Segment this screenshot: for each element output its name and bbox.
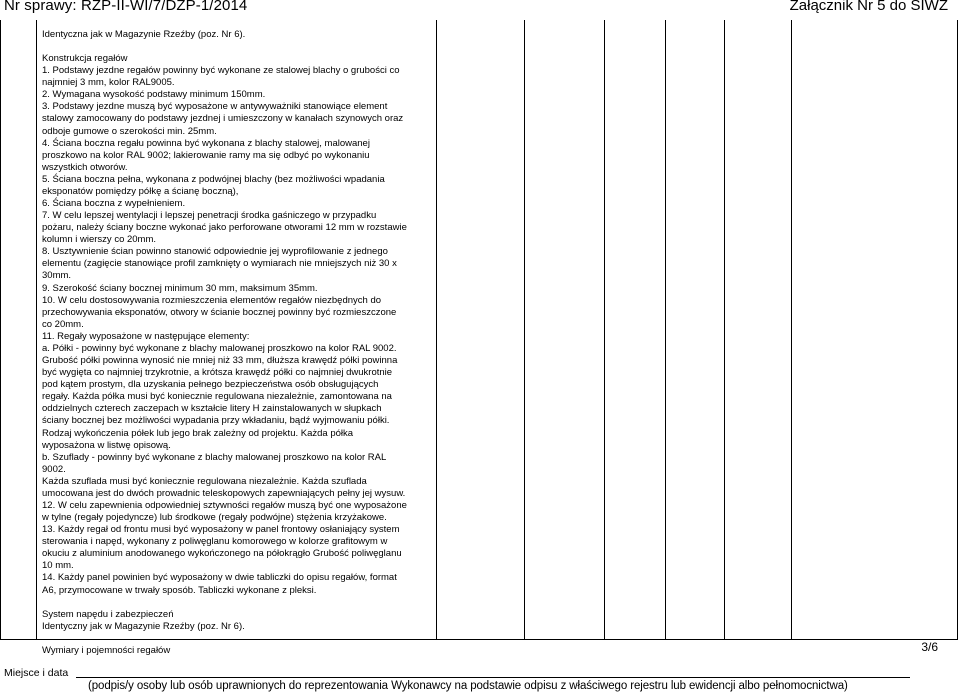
place-date-label: Miejsce i data bbox=[4, 667, 69, 679]
page-number: 3/6 bbox=[921, 640, 938, 654]
attachment-label: Załącznik Nr 5 do SIWZ bbox=[789, 0, 948, 14]
spec-line: okuciu z aluminium anodowanego wykończonego na półokrągło Grubość poliwęglanu bbox=[42, 548, 402, 560]
spec-block-rack-construction bbox=[42, 53, 432, 597]
spec-line: umocowana jest do dwóch prowadnic teleskopowych zapewniających pełny jej wysuw. bbox=[42, 487, 406, 499]
spec-line: co 20mm. bbox=[42, 318, 84, 330]
table-column-divider bbox=[665, 20, 666, 640]
spec-line: Wymiary i pojemności regałów bbox=[42, 644, 171, 656]
spec-line: 2. Wymagana wysokość podstawy minimum 150mm. bbox=[42, 89, 266, 101]
spec-line: 4. Ściana boczna regału powinna być wykonana z blachy stalowej, malowanej bbox=[42, 137, 370, 149]
page-header bbox=[0, 0, 960, 18]
signature-note: (podpis/y osoby lub osób uprawnionych do reprezentowania Wykonawcy na podstawie odpisu z właściwego rejestru lub ewidencji albo pełnomocnictwa) bbox=[88, 680, 848, 692]
spec-line: proszkowo na kolor RAL 9002; lakierowanie ramy ma się odbyć po wykonaniu bbox=[42, 149, 370, 161]
spec-line: regały. Każda półka musi być koniecznie regulowana niezależnie, zamontowana na bbox=[42, 391, 392, 403]
table-column-divider bbox=[791, 20, 792, 640]
spec-line: pożaru, należy ściany boczne wykonać jako perforowane otworami 12 mm w rozstawie bbox=[42, 222, 407, 234]
spec-line: 13. Każdy regał od frontu musi być wyposażony w panel frontowy osłaniający system bbox=[42, 524, 400, 536]
table-border-right bbox=[957, 20, 958, 640]
spec-line: 11. Regały wyposażone w następujące elementy: bbox=[42, 330, 250, 342]
spec-line: stalowy zamocowany do podstawy jezdnej i umieszczony w kanałach szynowych oraz bbox=[42, 113, 404, 125]
spec-line: być wygięta co najmniej trzykrotnie, a krótsza krawędź półki co najmniej dwukrotnie bbox=[42, 367, 393, 379]
spec-line: Identyczna jak w Magazynie Rzeźby (poz. Nr 6). bbox=[42, 29, 246, 40]
spec-block-storage-reference bbox=[42, 29, 432, 41]
table-column-divider bbox=[524, 20, 525, 640]
spec-block-drive-system bbox=[42, 609, 432, 633]
spec-line: oddzielnych czterech zaczepach w kształcie litery H zainstalowanych w słupkach bbox=[42, 403, 382, 415]
spec-line: Każda szuflada musi być koniecznie regulowana niezależnie. Każda szuflada bbox=[42, 475, 367, 487]
spec-line: sterowania i napęd, wykonany z poliwęglanu komorowego w kolorze grafitowym w bbox=[42, 536, 388, 548]
spec-line: 6. Ściana boczna z wypełnieniem. bbox=[42, 198, 186, 210]
spec-description bbox=[42, 29, 432, 657]
table-column-divider bbox=[604, 20, 605, 640]
spec-line: eksponatów pomiędzy półkę a ścianę boczną), bbox=[42, 185, 239, 197]
spec-line: 7. W celu lepszej wentylacji i lepszej penetracji środka gaśniczego w przypadku bbox=[42, 210, 377, 222]
spec-line: Konstrukcja regałów bbox=[42, 53, 128, 65]
spec-line: przechowywania eksponatów, otwory w ścianie bocznej powinny być rozmieszczone bbox=[42, 306, 397, 318]
table-column-divider bbox=[36, 20, 37, 640]
spec-line: 8. Usztywnienie ścian powinno stanowić odpowiednie jej wyprofilowanie z jednego bbox=[42, 246, 388, 258]
spec-line: pod kątem prostym, dla uzyskania pełnego bezpieczeństwa osób obsługujących bbox=[42, 379, 379, 391]
spec-line: 9. Szerokość ściany bocznej minimum 30 mm, maksimum 35mm. bbox=[42, 282, 318, 294]
spec-line: Identyczny jak w Magazynie Rzeźby (poz. Nr 6). bbox=[42, 620, 245, 632]
spec-line: kolumn i wierszy co 20mm. bbox=[42, 234, 157, 246]
spec-line: 1. Podstawy jezdne regałów powinny być wykonane ze stalowej blachy o grubości co bbox=[42, 65, 400, 77]
spec-line: System napędu i zabezpieczeń bbox=[42, 608, 174, 620]
spec-line: 9002. bbox=[42, 463, 66, 475]
signature-line bbox=[76, 677, 910, 678]
spec-line: 5. Ściana boczna pełna, wykonana z podwójnej blachy (bez możliwości wpadania bbox=[42, 173, 385, 185]
spec-line: odboje gumowe o szerokości min. 25mm. bbox=[42, 125, 217, 137]
spec-line: b. Szuflady - powinny być wykonane z blachy malowanej proszkowo na kolor RAL bbox=[42, 451, 387, 463]
table-border-left bbox=[0, 20, 1, 640]
spec-line: elementu (zagięcie stanowiące profil zamknięty o wymiarach nie mniejszych niż 30 x bbox=[42, 258, 397, 270]
table-column-divider bbox=[436, 20, 437, 640]
spec-line: A6, przymocowane w trwały sposób. Tabliczki wykonane z pleksi. bbox=[42, 584, 317, 596]
spec-block-dimensions bbox=[42, 645, 432, 657]
spec-line: wyposażona w listwę opisową. bbox=[42, 439, 171, 451]
spec-line: 14. Każdy panel powinien być wyposażony w dwie tabliczki do opisu regałów, format bbox=[42, 572, 397, 584]
spec-line: 30mm. bbox=[42, 270, 72, 282]
case-number: Nr sprawy: RZP-II-WI/7/DZP-1/2014 bbox=[4, 0, 248, 14]
spec-line: ściany bocznej bez możliwości wypadania przy wkładaniu, bądź wyjmowaniu półki. bbox=[42, 415, 390, 427]
spec-line: wszystkich otworów. bbox=[42, 161, 128, 173]
spec-line: a. Półki - powinny być wykonane z blachy malowanej proszkowo na kolor RAL 9002. bbox=[42, 342, 397, 354]
spec-line: w tylne (regały pojedyncze) lub środkowe (regały podwójne) stężenia krzyżakowe. bbox=[42, 512, 387, 524]
spec-line: najmniej 3 mm, kolor RAL9005. bbox=[42, 77, 175, 89]
table-column-divider bbox=[724, 20, 725, 640]
spec-line: Grubość półki powinna wynosić nie mniej niż 33 mm, dłuższa krawędź półki powinna bbox=[42, 355, 398, 367]
spec-line: 10. W celu dostosowywania rozmieszczenia elementów regałów niezbędnych do bbox=[42, 294, 382, 306]
spec-line: 3. Podstawy jezdne muszą być wyposażone w antywyważniki stanowiące element bbox=[42, 101, 388, 113]
spec-line: 10 mm. bbox=[42, 560, 74, 572]
spec-line: Rodzaj wykończenia półek lub jego brak zależny od projektu. Każda półka bbox=[42, 427, 354, 439]
spec-line: 12. W celu zapewnienia odpowiedniej sztywności regałów muszą być one wyposażone bbox=[42, 499, 407, 511]
